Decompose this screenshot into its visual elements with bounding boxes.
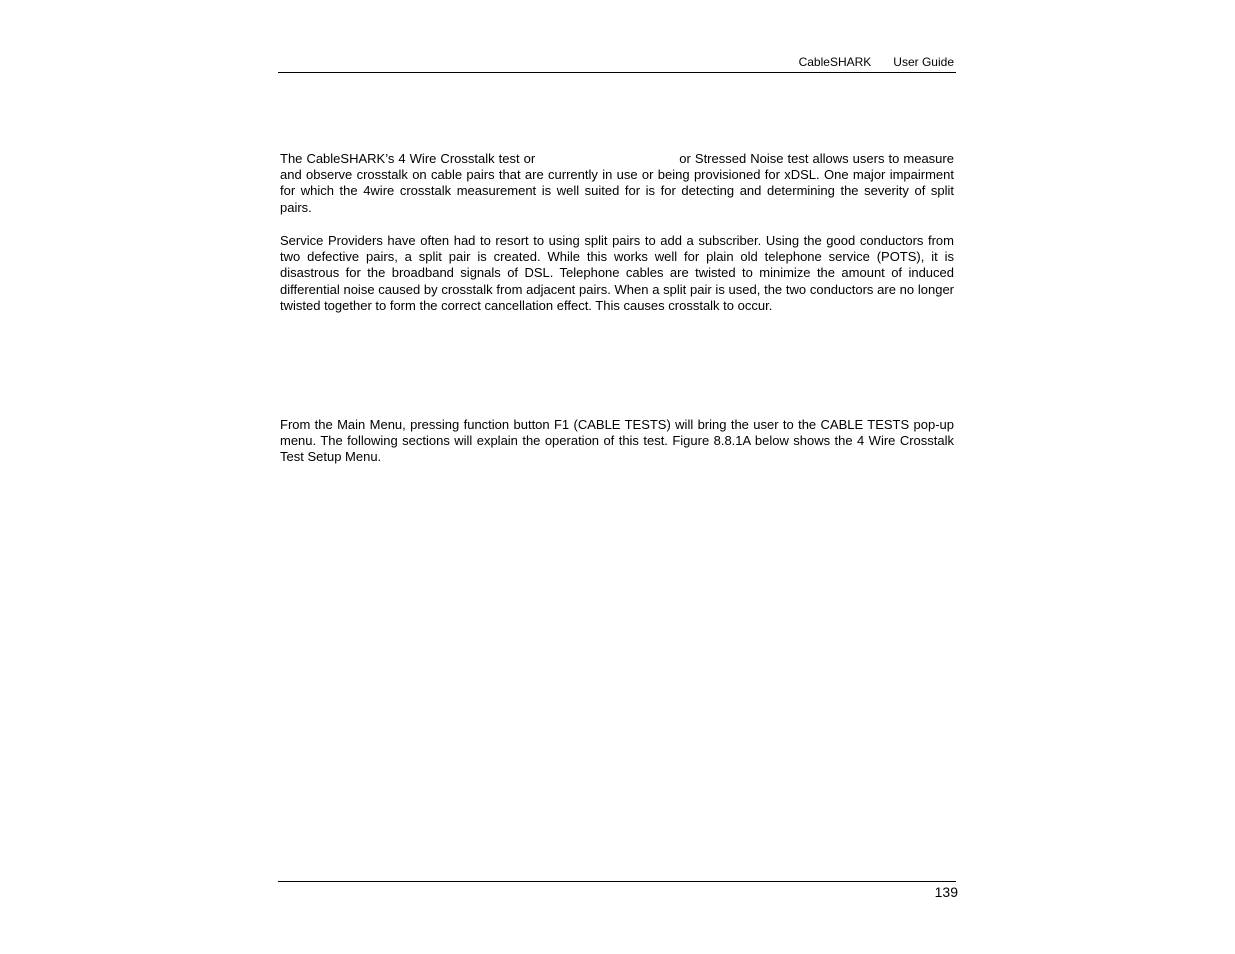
page-header <box>278 54 956 73</box>
header-text <box>799 55 954 69</box>
paragraph-intro-end: or Stressed Noise test allows users to measure and observe crosstalk on cable pairs that are currently in use or being provisioned for xDSL. One major impairment for which the 4wire crosstalk measurement is well suited for is for detecting and determining the severity of split pairs. <box>280 151 954 215</box>
paragraph-split-pairs: Service Providers have often had to resort to using split pairs to add a subscriber. Using the good conductors from two defective pairs, a split pair is created. While this works well for plain old telephone service (POTS), it is disastrous for the broadband signals of DSL. Telephone cables are twisted to minimize the amount of induced differential noise caused by crosstalk from adjacent pairs. When a split pair is used, the two conductors are no longer twisted together to form the correct cancellation effect. This causes crosstalk to occur. <box>280 233 954 313</box>
paragraph-intro-start: The CableSHARK’s 4 Wire Crosstalk test or <box>280 151 536 166</box>
footer-rule <box>278 881 956 882</box>
header-product-name: CableSHARK <box>798 55 872 69</box>
header-guide-title: User Guide <box>893 55 954 69</box>
paragraph-intro <box>280 151 954 216</box>
page-number: 139 <box>934 884 958 900</box>
paragraph-main-menu: From the Main Menu, pressing function button F1 (CABLE TESTS) will bring the user to the CABLE TESTS pop-up menu. The following sections will explain the operation of this test. Figure 8.8.1A below shows the 4 Wire Crosstalk Test Setup Menu. <box>280 417 954 465</box>
